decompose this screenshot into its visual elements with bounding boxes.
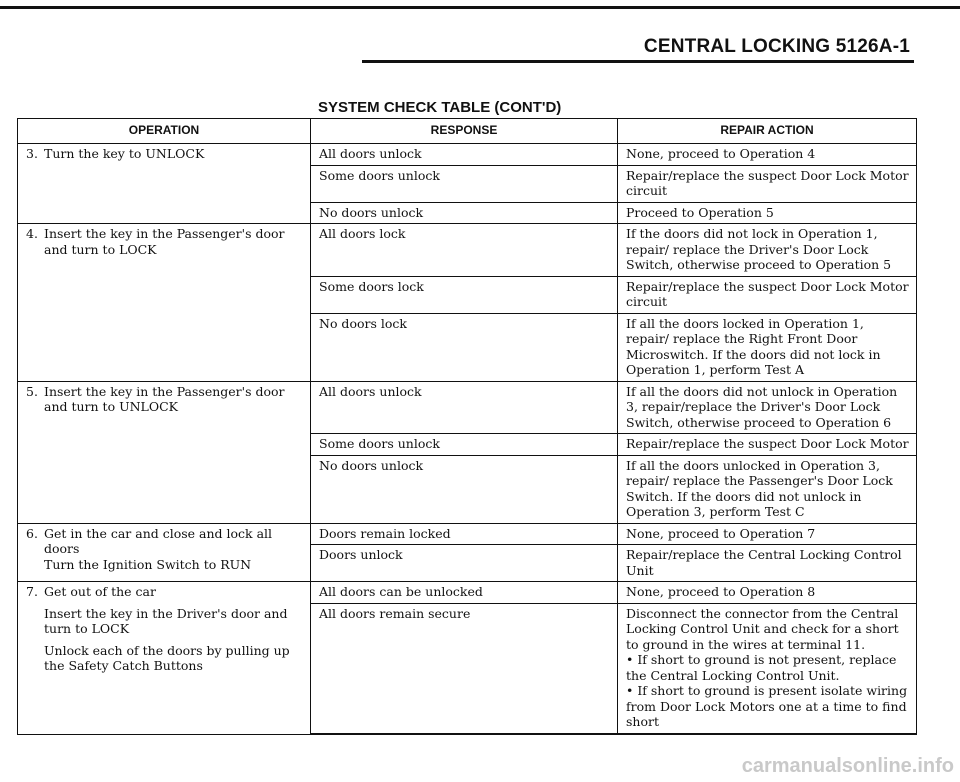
- table-bottom-spacer: [18, 733, 917, 734]
- table-header-row: [18, 119, 917, 144]
- header-rule: [362, 60, 914, 63]
- table-row: [18, 381, 917, 434]
- operation-text: Get in the car and close and lock all doors: [44, 525, 273, 556]
- repair-action-cell: Repair/replace the suspect Door Lock Motor circuit: [618, 276, 917, 313]
- table-row: [18, 224, 917, 277]
- response-cell: All doors lock: [311, 224, 618, 277]
- operation-text: Get out of the car: [44, 584, 156, 599]
- page-header: CENTRAL LOCKING 5126A-1: [643, 36, 910, 57]
- operation-cell: [18, 523, 311, 582]
- repair-action-bullet: • If short to ground is present isolate wiring from Door Lock Motors one at a time to find short: [626, 683, 910, 730]
- operation-number: 3.: [26, 146, 38, 161]
- table-row: [18, 144, 917, 166]
- table-row: [18, 523, 917, 545]
- response-cell: Doors unlock: [311, 545, 618, 582]
- response-cell: Doors remain locked: [311, 523, 618, 545]
- response-cell: All doors remain secure: [311, 603, 618, 733]
- system-check-table: [17, 118, 917, 735]
- response-cell: No doors unlock: [311, 202, 618, 224]
- repair-action-cell: Proceed to Operation 5: [618, 202, 917, 224]
- repair-action-cell: None, proceed to Operation 7: [618, 523, 917, 545]
- top-rule: [0, 6, 960, 9]
- operation-cell: [18, 144, 311, 224]
- repair-action-bullet: • If short to ground is not present, replace the Central Locking Control Unit.: [626, 652, 910, 683]
- repair-action-cell: None, proceed to Operation 4: [618, 144, 917, 166]
- repair-action-cell: Repair/replace the suspect Door Lock Motor: [618, 434, 917, 456]
- response-cell: Some doors unlock: [311, 434, 618, 456]
- operation-text: Insert the key in the Passenger's door and turn to LOCK: [44, 226, 285, 257]
- repair-action-cell: If all the doors did not unlock in Operation 3, repair/replace the Driver's Door Lock Switch, otherwise proceed to Operation 6: [618, 381, 917, 434]
- operation-text: Turn the key to UNLOCK: [44, 146, 205, 161]
- watermark: carmanualsonline.info: [741, 755, 954, 777]
- table-row: [18, 582, 917, 604]
- repair-action-cell: If all the doors unlocked in Operation 3, repair/ replace the Passenger's Door Lock Switch. If the doors did not unlock in Operation 3, perform Test C: [618, 455, 917, 523]
- response-cell: Some doors lock: [311, 276, 618, 313]
- column-header-operation: OPERATION: [18, 119, 311, 144]
- operation-text: Insert the key in the Driver's door and turn to LOCK: [44, 605, 288, 636]
- operation-cell: [18, 224, 311, 382]
- operation-cell: [18, 381, 311, 523]
- repair-action-cell: Repair/replace the suspect Door Lock Motor circuit: [618, 165, 917, 202]
- operation-text: Insert the key in the Passenger's door and turn to UNLOCK: [44, 383, 285, 414]
- operation-text: Unlock each of the doors by pulling up the Safety Catch Buttons: [44, 642, 290, 673]
- repair-action-cell: If all the doors locked in Operation 1, repair/ replace the Right Front Door Microswitch. If the doors did not lock in Operation 1, perform Test A: [618, 313, 917, 381]
- table-title: SYSTEM CHECK TABLE (CONT'D): [318, 99, 562, 116]
- operation-cell: [18, 582, 311, 734]
- operation-number: 4.: [26, 226, 38, 241]
- response-cell: No doors unlock: [311, 455, 618, 523]
- response-cell: All doors can be unlocked: [311, 582, 618, 604]
- repair-action-cell: Repair/replace the Central Locking Control Unit: [618, 545, 917, 582]
- response-cell: All doors unlock: [311, 144, 618, 166]
- operation-number: 7.: [26, 584, 38, 599]
- column-header-response: RESPONSE: [311, 119, 618, 144]
- response-cell: Some doors unlock: [311, 165, 618, 202]
- repair-action-cell: [618, 603, 917, 733]
- repair-action-cell: None, proceed to Operation 8: [618, 582, 917, 604]
- operation-number: 5.: [26, 383, 38, 399]
- response-cell: No doors lock: [311, 313, 618, 381]
- repair-action-text: Disconnect the connector from the Central Locking Control Unit and check for a short to ground in the wires at terminal 11.: [626, 605, 899, 652]
- repair-action-cell: If the doors did not lock in Operation 1, repair/ replace the Driver's Door Lock Switch, otherwise proceed to Operation 5: [618, 224, 917, 277]
- response-cell: All doors unlock: [311, 381, 618, 434]
- operation-number: 6.: [26, 525, 38, 541]
- operation-text: Turn the Ignition Switch to RUN: [44, 556, 252, 572]
- column-header-repair-action: REPAIR ACTION: [618, 119, 917, 144]
